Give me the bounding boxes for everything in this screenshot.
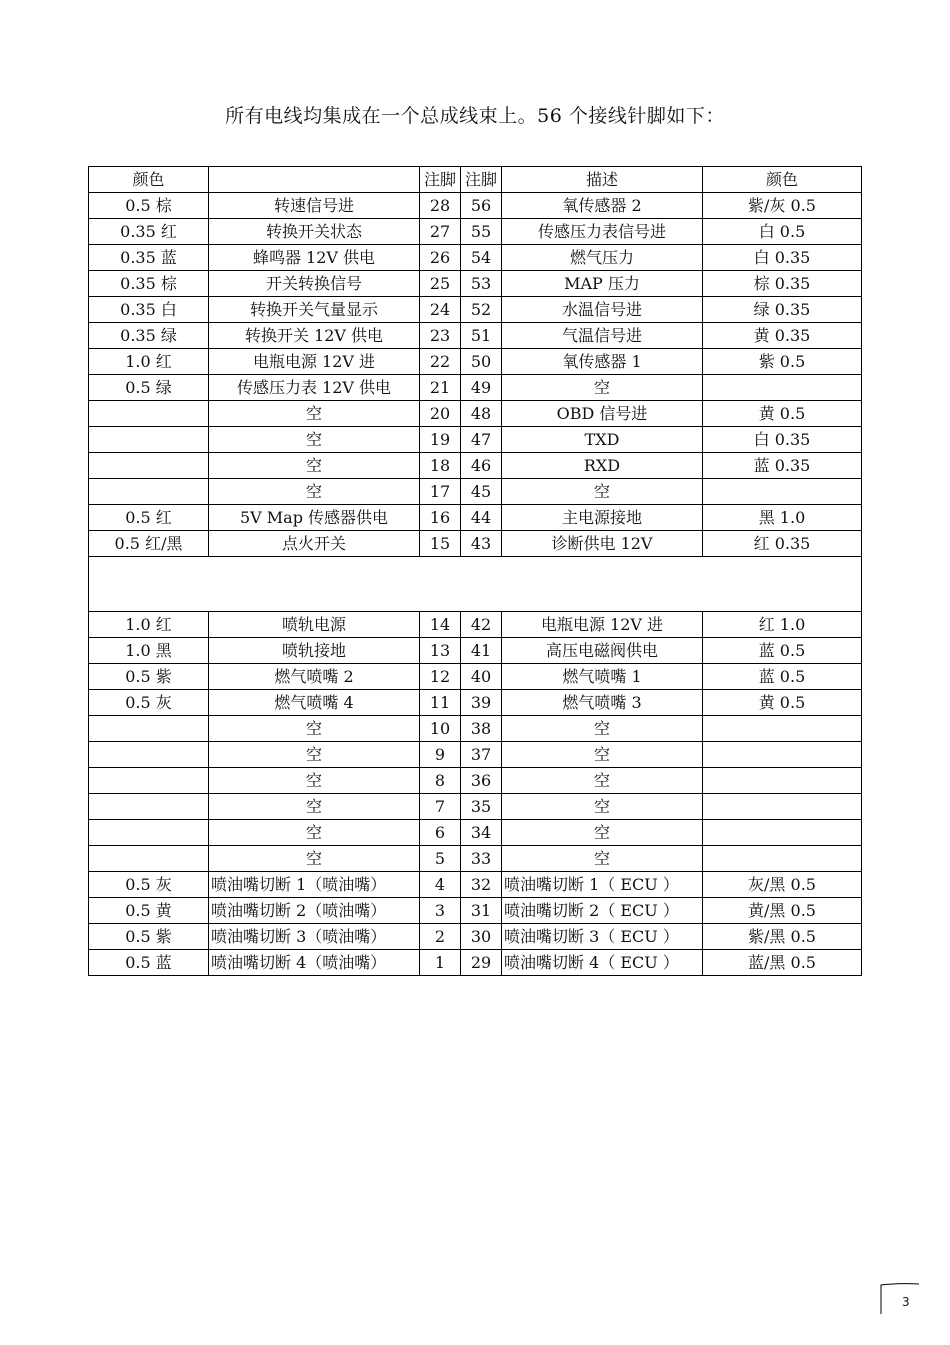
cell-description: 气温信号进 bbox=[502, 323, 703, 349]
cell-pin-left: 4 bbox=[420, 872, 461, 898]
cell-pin-right: 32 bbox=[461, 872, 502, 898]
cell-description: 电瓶电源 12V 进 bbox=[502, 612, 703, 638]
cell-color-left: 0.5 红/黑 bbox=[89, 531, 209, 557]
cell-color-left: 0.5 绿 bbox=[89, 375, 209, 401]
cell-color-right: 白 0.35 bbox=[703, 427, 862, 453]
cell-description: 燃气压力 bbox=[502, 245, 703, 271]
cell-color-right: 棕 0.35 bbox=[703, 271, 862, 297]
table-gap bbox=[89, 557, 862, 612]
cell-description: 空 bbox=[502, 794, 703, 820]
cell-pin-left: 16 bbox=[420, 505, 461, 531]
cell-color-left: 0.35 棕 bbox=[89, 271, 209, 297]
cell-description: RXD bbox=[502, 453, 703, 479]
cell-function-left: 转速信号进 bbox=[209, 193, 420, 219]
cell-description: 燃气喷嘴 1 bbox=[502, 664, 703, 690]
cell-color-left: 0.5 紫 bbox=[89, 664, 209, 690]
cell-pin-right: 43 bbox=[461, 531, 502, 557]
cell-pin-right: 47 bbox=[461, 427, 502, 453]
cell-color-right: 黄 0.5 bbox=[703, 690, 862, 716]
cell-color-right: 黑 1.0 bbox=[703, 505, 862, 531]
header-pin-left: 注脚 bbox=[420, 167, 461, 193]
cell-color-right: 白 0.5 bbox=[703, 219, 862, 245]
cell-pin-right: 41 bbox=[461, 638, 502, 664]
cell-pin-right: 51 bbox=[461, 323, 502, 349]
table-row bbox=[89, 898, 862, 924]
cell-pin-left: 8 bbox=[420, 768, 461, 794]
cell-function-left: 喷轨电源 bbox=[209, 612, 420, 638]
cell-color-right bbox=[703, 820, 862, 846]
cell-description: 燃气喷嘴 3 bbox=[502, 690, 703, 716]
cell-pin-right: 40 bbox=[461, 664, 502, 690]
cell-function-left: 燃气喷嘴 4 bbox=[209, 690, 420, 716]
cell-pin-right: 37 bbox=[461, 742, 502, 768]
header-color-left: 颜色 bbox=[89, 167, 209, 193]
table-row bbox=[89, 401, 862, 427]
cell-pin-left: 6 bbox=[420, 820, 461, 846]
cell-pin-left: 13 bbox=[420, 638, 461, 664]
cell-function-left: 空 bbox=[209, 846, 420, 872]
cell-function-left: 空 bbox=[209, 794, 420, 820]
cell-pin-left: 9 bbox=[420, 742, 461, 768]
table-row bbox=[89, 638, 862, 664]
cell-function-left: 传感压力表 12V 供电 bbox=[209, 375, 420, 401]
cell-pin-left: 1 bbox=[420, 950, 461, 976]
table-row bbox=[89, 349, 862, 375]
cell-pin-right: 48 bbox=[461, 401, 502, 427]
cell-function-left: 5V Map 传感器供电 bbox=[209, 505, 420, 531]
cell-color-right bbox=[703, 716, 862, 742]
cell-color-right: 红 0.35 bbox=[703, 531, 862, 557]
cell-color-right: 白 0.35 bbox=[703, 245, 862, 271]
cell-pin-left: 22 bbox=[420, 349, 461, 375]
table-row bbox=[89, 427, 862, 453]
cell-color-left bbox=[89, 820, 209, 846]
page-number: 3 bbox=[902, 1295, 910, 1309]
cell-description: 传感压力表信号进 bbox=[502, 219, 703, 245]
cell-pin-right: 56 bbox=[461, 193, 502, 219]
cell-function-left: 开关转换信号 bbox=[209, 271, 420, 297]
cell-description: 空 bbox=[502, 742, 703, 768]
cell-function-left: 空 bbox=[209, 401, 420, 427]
cell-function-left: 空 bbox=[209, 742, 420, 768]
lower-table-body bbox=[89, 612, 862, 976]
cell-color-left bbox=[89, 794, 209, 820]
cell-function-left: 喷油嘴切断 2（喷油嘴） bbox=[209, 898, 420, 924]
cell-pin-right: 50 bbox=[461, 349, 502, 375]
cell-description: 喷油嘴切断 3（ ECU ） bbox=[502, 924, 703, 950]
cell-color-left bbox=[89, 479, 209, 505]
header-pin-right: 注脚 bbox=[461, 167, 502, 193]
cell-color-left: 1.0 红 bbox=[89, 349, 209, 375]
cell-pin-left: 14 bbox=[420, 612, 461, 638]
cell-color-right: 蓝 0.5 bbox=[703, 638, 862, 664]
table-row bbox=[89, 531, 862, 557]
cell-color-left: 0.5 灰 bbox=[89, 690, 209, 716]
pin-table bbox=[88, 166, 862, 976]
cell-pin-left: 7 bbox=[420, 794, 461, 820]
cell-pin-left: 27 bbox=[420, 219, 461, 245]
table-row bbox=[89, 768, 862, 794]
cell-color-right bbox=[703, 479, 862, 505]
cell-color-left bbox=[89, 716, 209, 742]
cell-color-left: 0.35 蓝 bbox=[89, 245, 209, 271]
table-row bbox=[89, 612, 862, 638]
cell-pin-left: 12 bbox=[420, 664, 461, 690]
cell-color-left: 0.5 紫 bbox=[89, 924, 209, 950]
table-row bbox=[89, 690, 862, 716]
table-row bbox=[89, 271, 862, 297]
table-row bbox=[89, 872, 862, 898]
cell-color-left: 0.35 白 bbox=[89, 297, 209, 323]
cell-pin-right: 33 bbox=[461, 846, 502, 872]
cell-function-left: 蜂鸣器 12V 供电 bbox=[209, 245, 420, 271]
table-row bbox=[89, 505, 862, 531]
cell-color-right: 黄 0.35 bbox=[703, 323, 862, 349]
page-corner-mark bbox=[878, 1281, 920, 1315]
cell-color-left bbox=[89, 846, 209, 872]
cell-color-left bbox=[89, 742, 209, 768]
cell-pin-right: 31 bbox=[461, 898, 502, 924]
cell-color-left: 0.5 红 bbox=[89, 505, 209, 531]
cell-function-left: 空 bbox=[209, 820, 420, 846]
cell-description: 喷油嘴切断 2（ ECU ） bbox=[502, 898, 703, 924]
intro-text: 所有电线均集成在一个总成线束上。56 个接线针脚如下： bbox=[225, 105, 725, 127]
cell-pin-right: 45 bbox=[461, 479, 502, 505]
cell-description: OBD 信号进 bbox=[502, 401, 703, 427]
cell-color-right: 蓝 0.35 bbox=[703, 453, 862, 479]
cell-color-left: 0.35 红 bbox=[89, 219, 209, 245]
cell-pin-left: 26 bbox=[420, 245, 461, 271]
cell-color-right bbox=[703, 768, 862, 794]
cell-function-left: 喷油嘴切断 4（喷油嘴） bbox=[209, 950, 420, 976]
cell-function-left: 喷油嘴切断 3（喷油嘴） bbox=[209, 924, 420, 950]
cell-description: 诊断供电 12V bbox=[502, 531, 703, 557]
table-row bbox=[89, 846, 862, 872]
cell-pin-right: 52 bbox=[461, 297, 502, 323]
cell-color-left bbox=[89, 427, 209, 453]
cell-pin-right: 54 bbox=[461, 245, 502, 271]
cell-pin-left: 18 bbox=[420, 453, 461, 479]
cell-function-left: 空 bbox=[209, 427, 420, 453]
cell-description: 喷油嘴切断 4（ ECU ） bbox=[502, 950, 703, 976]
cell-pin-left: 2 bbox=[420, 924, 461, 950]
cell-color-right: 紫/灰 0.5 bbox=[703, 193, 862, 219]
cell-color-right: 紫/黑 0.5 bbox=[703, 924, 862, 950]
cell-description: 氧传感器 2 bbox=[502, 193, 703, 219]
cell-function-left: 电瓶电源 12V 进 bbox=[209, 349, 420, 375]
cell-pin-right: 29 bbox=[461, 950, 502, 976]
cell-function-left: 燃气喷嘴 2 bbox=[209, 664, 420, 690]
cell-description: 氧传感器 1 bbox=[502, 349, 703, 375]
cell-color-right: 黄 0.5 bbox=[703, 401, 862, 427]
cell-color-right bbox=[703, 794, 862, 820]
cell-pin-right: 53 bbox=[461, 271, 502, 297]
header-color-right: 颜色 bbox=[703, 167, 862, 193]
header-description: 描述 bbox=[502, 167, 703, 193]
table-row bbox=[89, 924, 862, 950]
cell-color-left bbox=[89, 401, 209, 427]
table-header-row bbox=[89, 167, 862, 193]
cell-pin-left: 25 bbox=[420, 271, 461, 297]
cell-pin-right: 39 bbox=[461, 690, 502, 716]
cell-description: MAP 压力 bbox=[502, 271, 703, 297]
cell-pin-right: 30 bbox=[461, 924, 502, 950]
cell-pin-right: 34 bbox=[461, 820, 502, 846]
cell-color-right: 绿 0.35 bbox=[703, 297, 862, 323]
cell-function-left: 转换开关气量显示 bbox=[209, 297, 420, 323]
cell-pin-right: 46 bbox=[461, 453, 502, 479]
cell-description: TXD bbox=[502, 427, 703, 453]
cell-function-left: 转换开关状态 bbox=[209, 219, 420, 245]
cell-description: 空 bbox=[502, 846, 703, 872]
cell-description: 空 bbox=[502, 716, 703, 742]
cell-pin-left: 21 bbox=[420, 375, 461, 401]
upper-table-body bbox=[89, 193, 862, 557]
cell-pin-left: 19 bbox=[420, 427, 461, 453]
table-row bbox=[89, 245, 862, 271]
cell-description: 高压电磁阀供电 bbox=[502, 638, 703, 664]
table-row bbox=[89, 479, 862, 505]
cell-color-right bbox=[703, 375, 862, 401]
cell-pin-left: 20 bbox=[420, 401, 461, 427]
cell-description: 主电源接地 bbox=[502, 505, 703, 531]
cell-pin-left: 5 bbox=[420, 846, 461, 872]
cell-pin-right: 49 bbox=[461, 375, 502, 401]
cell-color-left: 1.0 黑 bbox=[89, 638, 209, 664]
table-row bbox=[89, 375, 862, 401]
cell-description: 空 bbox=[502, 768, 703, 794]
cell-pin-left: 3 bbox=[420, 898, 461, 924]
cell-color-left bbox=[89, 768, 209, 794]
cell-pin-right: 38 bbox=[461, 716, 502, 742]
cell-color-left: 0.5 黄 bbox=[89, 898, 209, 924]
cell-color-right: 蓝/黑 0.5 bbox=[703, 950, 862, 976]
table-row bbox=[89, 297, 862, 323]
cell-function-left: 空 bbox=[209, 453, 420, 479]
cell-color-left: 1.0 红 bbox=[89, 612, 209, 638]
table-row bbox=[89, 193, 862, 219]
cell-pin-left: 10 bbox=[420, 716, 461, 742]
cell-color-right bbox=[703, 742, 862, 768]
cell-description: 空 bbox=[502, 820, 703, 846]
cell-function-left: 点火开关 bbox=[209, 531, 420, 557]
cell-color-right: 灰/黑 0.5 bbox=[703, 872, 862, 898]
table-row bbox=[89, 950, 862, 976]
cell-pin-left: 17 bbox=[420, 479, 461, 505]
cell-pin-right: 55 bbox=[461, 219, 502, 245]
table-row bbox=[89, 219, 862, 245]
cell-pin-right: 42 bbox=[461, 612, 502, 638]
cell-pin-left: 15 bbox=[420, 531, 461, 557]
gap-cell bbox=[89, 557, 862, 612]
cell-color-left: 0.35 绿 bbox=[89, 323, 209, 349]
cell-function-left: 喷油嘴切断 1（喷油嘴） bbox=[209, 872, 420, 898]
cell-color-left bbox=[89, 453, 209, 479]
cell-function-left: 转换开关 12V 供电 bbox=[209, 323, 420, 349]
cell-color-right: 黄/黑 0.5 bbox=[703, 898, 862, 924]
cell-color-left: 0.5 蓝 bbox=[89, 950, 209, 976]
table-row bbox=[89, 323, 862, 349]
cell-function-left: 喷轨接地 bbox=[209, 638, 420, 664]
cell-description: 空 bbox=[502, 375, 703, 401]
cell-pin-left: 28 bbox=[420, 193, 461, 219]
cell-color-left: 0.5 灰 bbox=[89, 872, 209, 898]
cell-function-left: 空 bbox=[209, 479, 420, 505]
table-row bbox=[89, 664, 862, 690]
table-row bbox=[89, 820, 862, 846]
cell-pin-right: 44 bbox=[461, 505, 502, 531]
table-row bbox=[89, 716, 862, 742]
cell-pin-left: 23 bbox=[420, 323, 461, 349]
gap-row bbox=[89, 557, 862, 612]
cell-pin-left: 11 bbox=[420, 690, 461, 716]
table-row bbox=[89, 742, 862, 768]
cell-function-left: 空 bbox=[209, 768, 420, 794]
cell-color-right: 蓝 0.5 bbox=[703, 664, 862, 690]
cell-color-right: 紫 0.5 bbox=[703, 349, 862, 375]
cell-color-right bbox=[703, 846, 862, 872]
cell-pin-left: 24 bbox=[420, 297, 461, 323]
cell-description: 喷油嘴切断 1（ ECU ） bbox=[502, 872, 703, 898]
cell-color-left: 0.5 棕 bbox=[89, 193, 209, 219]
cell-description: 空 bbox=[502, 479, 703, 505]
cell-description: 水温信号进 bbox=[502, 297, 703, 323]
table-row bbox=[89, 453, 862, 479]
header-function-left bbox=[209, 167, 420, 193]
cell-pin-right: 35 bbox=[461, 794, 502, 820]
cell-function-left: 空 bbox=[209, 716, 420, 742]
cell-pin-right: 36 bbox=[461, 768, 502, 794]
table-row bbox=[89, 794, 862, 820]
cell-color-right: 红 1.0 bbox=[703, 612, 862, 638]
